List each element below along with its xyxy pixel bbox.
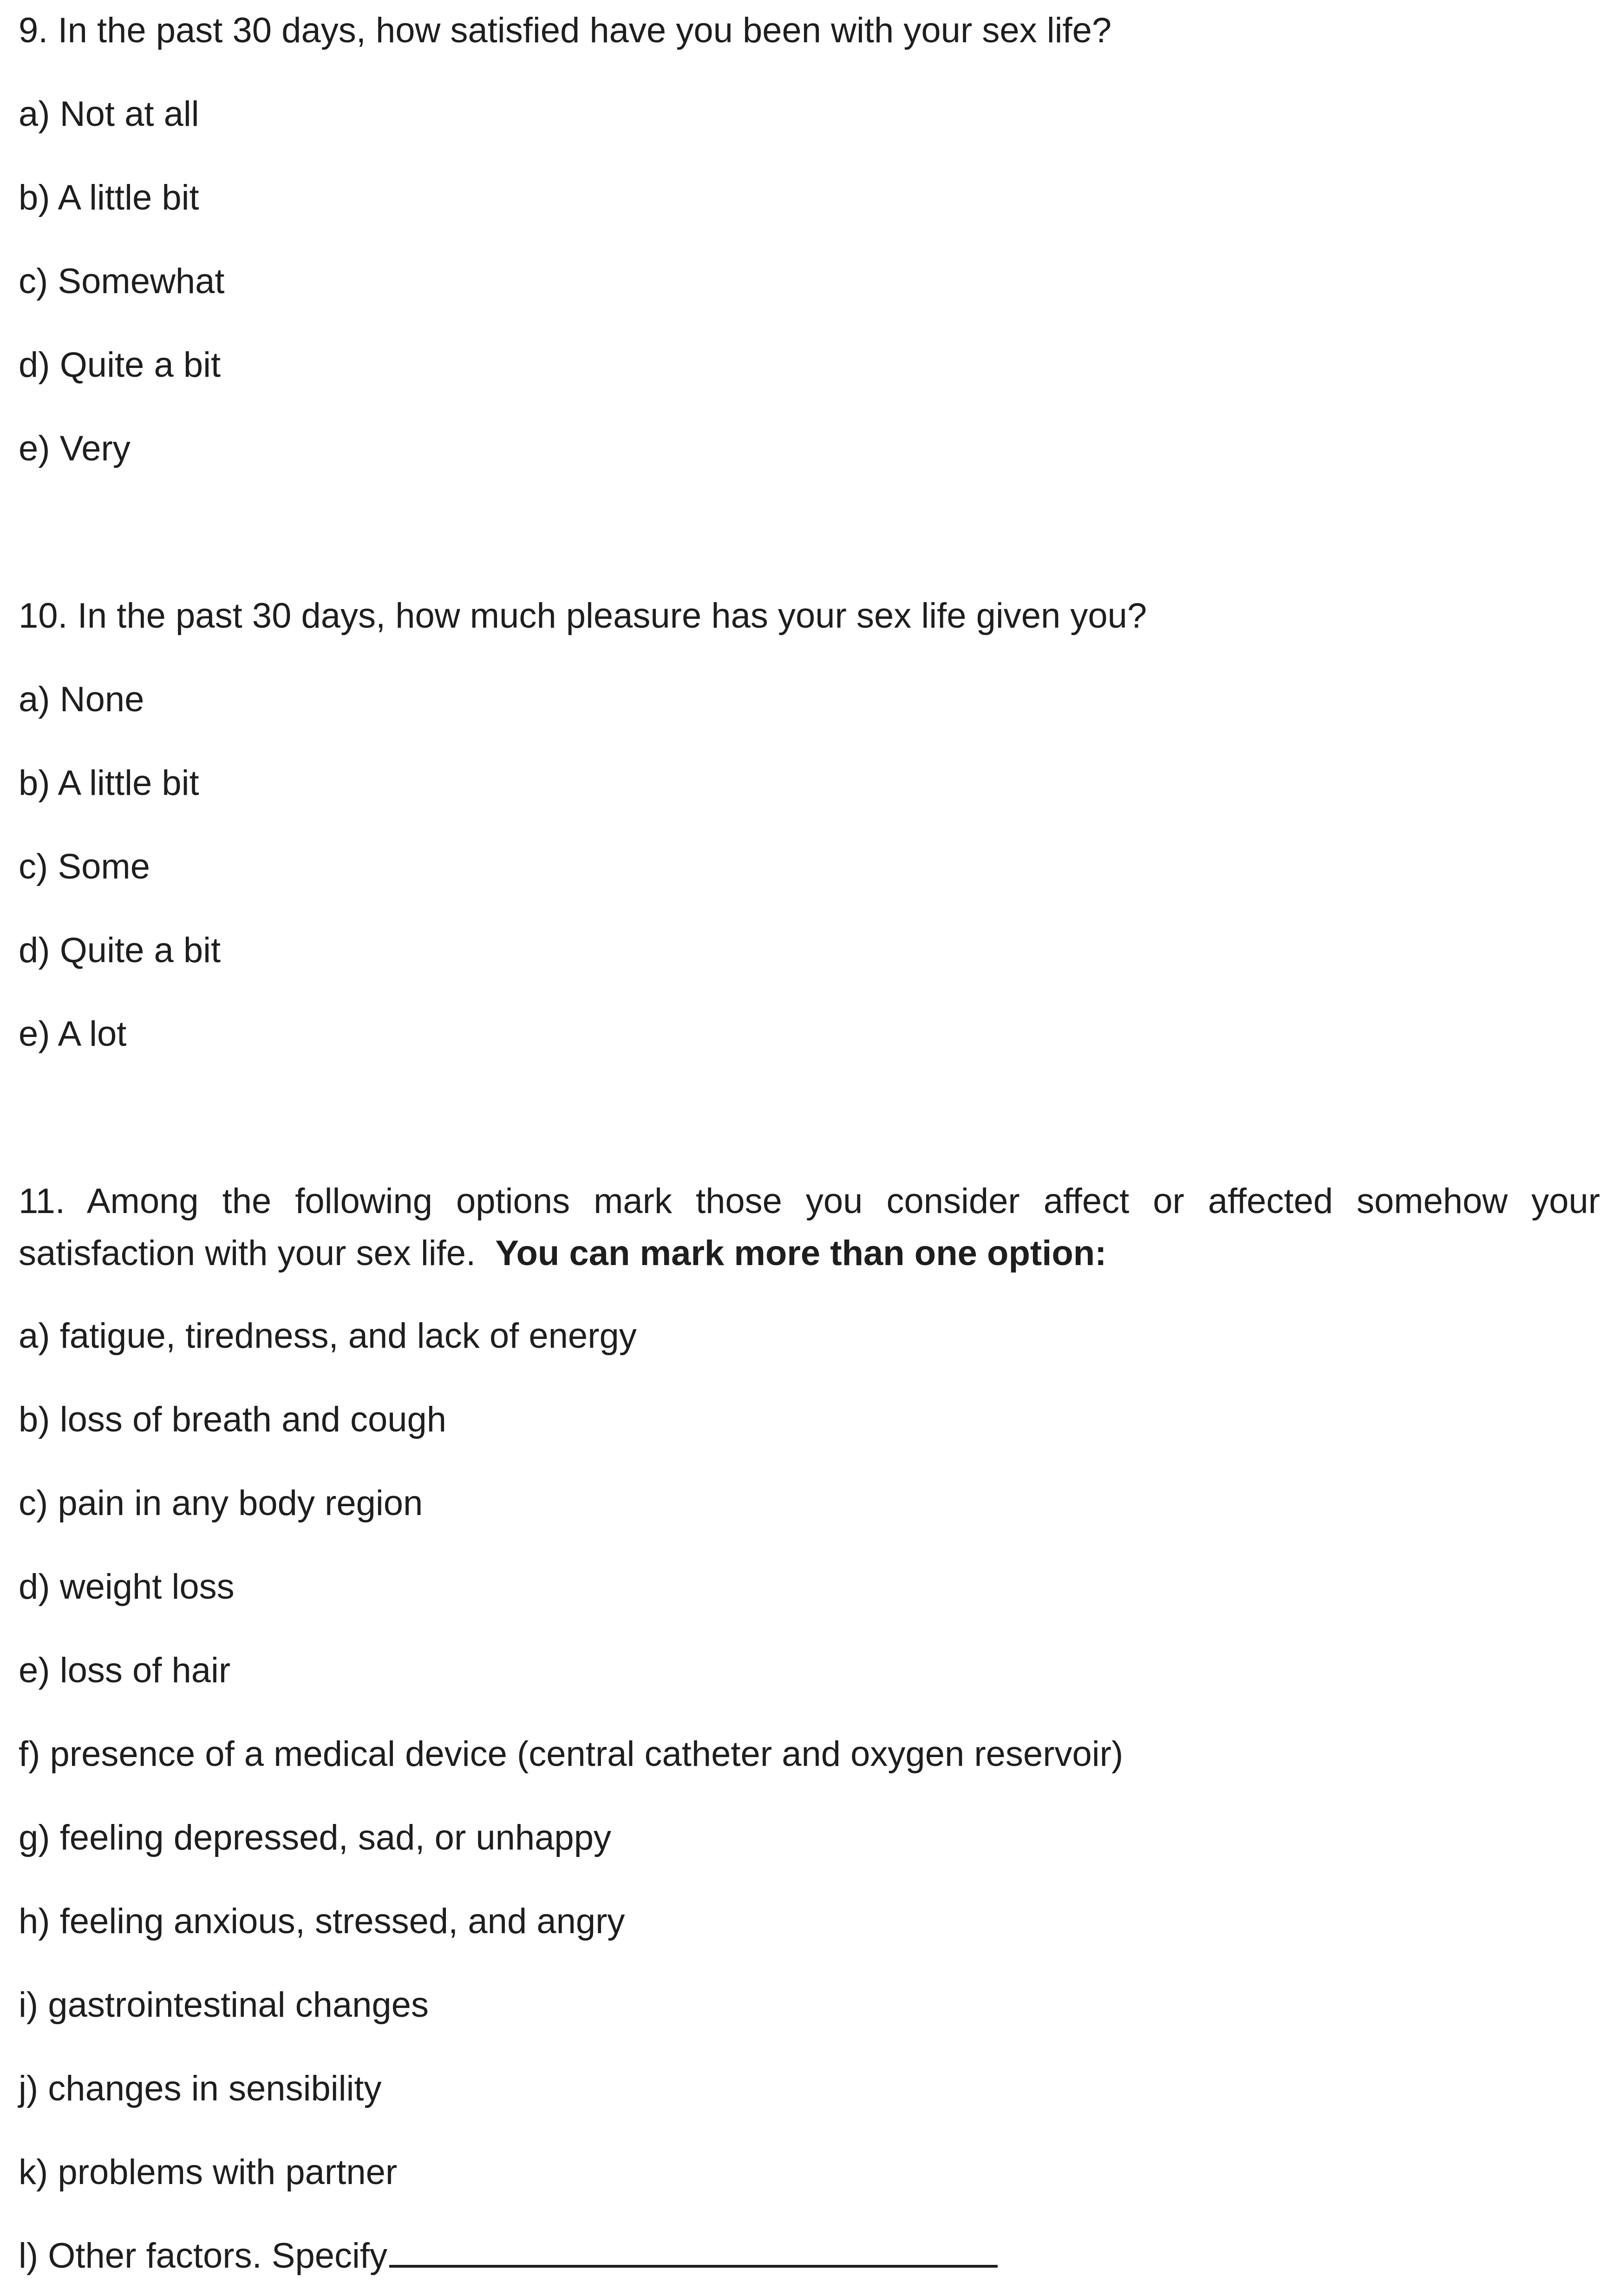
q11-option-f[interactable]: f) presence of a medical device (central catheter and oxygen reservoir)	[19, 1734, 1124, 1774]
question-11-note: You can mark more than one option:	[495, 1233, 1107, 1273]
q11-option-c[interactable]: c) pain in any body region	[19, 1483, 423, 1523]
question-10: 10. In the past 30 days, how much pleasure has your sex life given you?	[19, 596, 1147, 636]
q11-option-a[interactable]: a) fatigue, tiredness, and lack of energy	[19, 1316, 637, 1356]
question-11-text: 11. Among the following options mark those you consider affect or affected somehow your satisfaction with your sex life.	[19, 1181, 1600, 1273]
specify-blank-line[interactable]	[389, 2237, 998, 2268]
q11-option-l[interactable]	[19, 2233, 998, 2279]
q9-option-a[interactable]: a) Not at all	[19, 94, 199, 134]
question-11	[19, 1175, 1600, 1279]
q11-option-i[interactable]: i) gastrointestinal changes	[19, 1985, 429, 2025]
q9-option-c[interactable]: c) Somewhat	[19, 262, 225, 301]
q10-option-b[interactable]: b) A little bit	[19, 763, 199, 803]
q10-option-c[interactable]: c) Some	[19, 847, 150, 886]
q11-option-h[interactable]: h) feeling anxious, stressed, and angry	[19, 1902, 625, 1941]
q11-option-b[interactable]: b) loss of breath and cough	[19, 1400, 447, 1439]
question-9: 9. In the past 30 days, how satisfied have you been with your sex life?	[19, 11, 1112, 50]
q10-option-d[interactable]: d) Quite a bit	[19, 931, 221, 970]
q11-option-l-label: l) Other factors. Specify	[19, 2236, 388, 2276]
q11-option-j[interactable]: j) changes in sensibility	[19, 2069, 382, 2108]
q9-option-d[interactable]: d) Quite a bit	[19, 345, 221, 385]
q9-option-b[interactable]: b) A little bit	[19, 178, 199, 217]
q11-option-d[interactable]: d) weight loss	[19, 1567, 235, 1607]
q11-option-e[interactable]: e) loss of hair	[19, 1651, 231, 1690]
q9-option-e[interactable]: e) Very	[19, 429, 131, 468]
q10-option-e[interactable]: e) A lot	[19, 1014, 127, 1054]
q10-option-a[interactable]: a) None	[19, 680, 144, 719]
q11-option-g[interactable]: g) feeling depressed, sad, or unhappy	[19, 1818, 611, 1857]
q11-option-k[interactable]: k) problems with partner	[19, 2152, 398, 2192]
